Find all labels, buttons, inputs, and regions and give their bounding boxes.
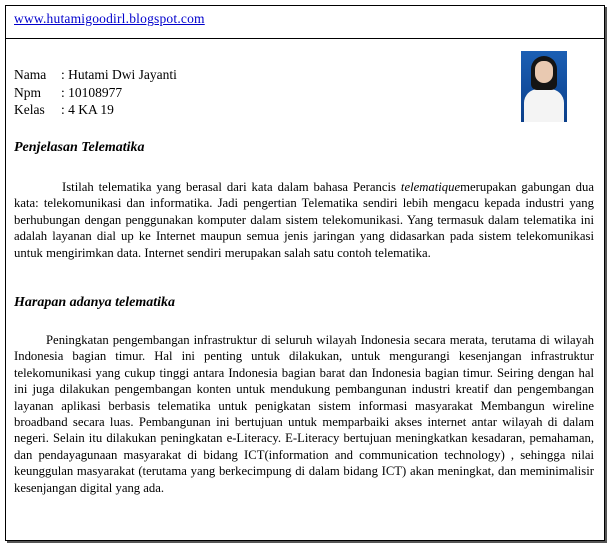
section1-text-italic: telematique: [400, 180, 461, 194]
name-row: [14, 66, 177, 84]
kelas-value: : 4 KA 19: [61, 102, 114, 117]
section1-text-before: Istilah telematika yang berasal dari kata dalam bahasa Perancis: [62, 180, 401, 194]
name-label: Nama: [14, 67, 47, 82]
document-frame: [5, 5, 605, 541]
kelas-label: Kelas: [14, 102, 45, 117]
profile-info: [14, 66, 177, 119]
kelas-row: [14, 101, 177, 119]
name-value: : Hutami Dwi Jayanti: [61, 67, 177, 82]
section2-paragraph: Peningkatan pengembangan infrastruktur di seluruh wilayah Indonesia secara merata, terutama di wilayah Indonesia bagian timur. Hal ini penting untuk dilakukan, untuk mengurangi kesenjangan infrastruktur telekomunikasi yang cukup tinggi antara Indonesia bagian barat dan Indonesia bagian timur. Seiring dengan hal ini juga dilakukan pengembangan konten untuk mendukung pembangunan industri kreatif dan pengembangan layanan aplikasi berbasis telematika untuk penigkatan sistem informasi masyarakat Membangun wireline broadband secara luas. Pembangunan ini bertujuan untuk memparbaiki akses internet antar wilayah di dalam negeri. Selain itu dilakukan peningkatan e-Literacy. E-Literacy bertujuan meningkatkan kesadaran, pemahaman, dan pendayagunaan masyarakat di bidang ICT(information and communication technology) , sehingga nilai keunggulan masyarakat (terutama yang berkecimpung di dalam bidang ICT) akan meningkat, dan meminimalisir kesenjangan digital yang ada.: [14, 333, 594, 495]
section1-paragraph: [14, 179, 594, 261]
section2-heading: Harapan adanya telematika: [14, 295, 175, 310]
header-row: [6, 6, 604, 39]
npm-label: Npm: [14, 84, 41, 100]
photo-shirt: [524, 89, 564, 122]
photo-face: [535, 61, 553, 83]
npm-row: [14, 84, 177, 102]
blog-link[interactable]: www.hutamigoodirl.blogspot.com: [14, 11, 205, 26]
npm-value: : 10108977: [61, 84, 123, 100]
section1-heading: Penjelasan Telematika: [14, 140, 145, 155]
student-portrait-photo: [521, 51, 567, 122]
section1-text-after: merupakan gabungan dua kata: telekomunikasi dan informatika. Jadi pengertian Telematika sendiri lebih mengacu kepada industri yang berhubungan dengan penggunakan komputer dalam sistem telekomunikasi. Yang termasuk dalam telematika ini adalah layanan dial up ke Internet maupun semua jenis jaringan yang didasarkan pada sistem telekomunikasi untuk mengirimkan data. Internet sendiri merupakan salah satu contoh telematika.: [14, 180, 595, 260]
